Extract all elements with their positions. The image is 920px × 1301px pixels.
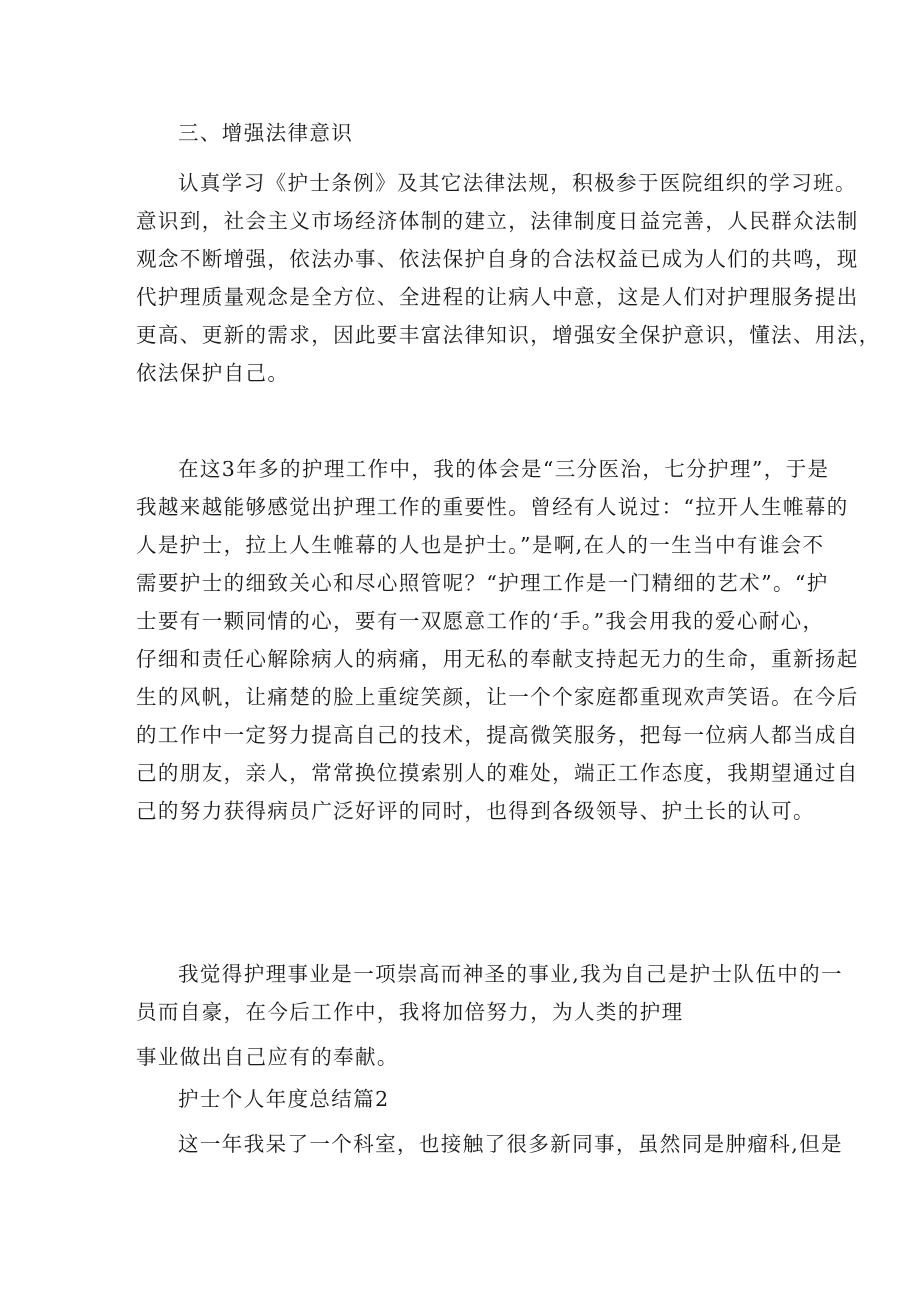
paragraph-line: 人是护士，拉上人生帷幕的人也是护士。”是啊,在人的一生当中有谁会不 [136,533,825,557]
paragraph-line: 我越来越能够感觉出护理工作的重要性。曾经有人说过：“拉开人生帷幕的 [136,495,849,519]
paragraph-line: 生的风帆，让痛楚的脸上重绽笑颜，让一个个家庭都重现欢声笑语。在今后 [136,685,859,709]
paragraph-line: 己的努力获得病员广泛好评的同时，也得到各级领导、护土长的认可。 [136,799,815,823]
paragraph-line: 我觉得护理事业是一项崇高而神圣的事业,我为自己是护士队伍中的一 [178,962,843,986]
heading-text: 护士个人年度总结篇2 [178,1087,390,1111]
paragraph-line: 的工作中一定努力提高自己的技术，提高微笑服务，把每一位病人都当成自 [136,723,859,747]
paragraph-line: 员而自豪，在今后工作中，我将加倍努力，为人类的护理 [136,1000,684,1024]
paragraph-line: 认真学习《护士条例》及其它法律法规，积极参于医院组织的学习班。 [178,171,857,195]
paragraph-line: 这一年我呆了一个科室，也接触了很多新同事，虽然同是肿瘤科,但是 [178,1132,843,1156]
paragraph-line: 士要有一颗同情的心，要有一双愿意工作的‘手。”我会用我的爱心耐心， [136,609,825,633]
paragraph-line: 事业做出自己应有的奉献。 [136,1045,399,1069]
paragraph-line: 观念不断增强，依法办事、依法保护自身的合法权益已成为人们的共鸣，现 [136,247,859,271]
paragraph-line: 需要护士的细致关心和尽心照管呢？“护理工作是一门精细的艺术”。“护 [136,571,829,595]
paragraph-line: 更高、更新的需求，因此要丰富法律知识，增强安全保护意识，懂法、用法， [136,323,881,347]
paragraph-line: 仔细和责任心解除病人的病痛，用无私的奉献支持起无力的生命，重新扬起 [136,647,859,671]
section-heading-3 [136,114,796,152]
heading-text: 三、增强法律意识 [178,121,354,145]
paragraph-nursing-career [136,955,843,1076]
paragraph-line: 己的朋友，亲人，常常换位摸索别人的难处，端正工作态度，我期望通过自 [136,761,859,785]
paragraph-nursing-experience [136,450,859,830]
paragraph-new-department [136,1125,843,1163]
paragraph-line: 意识到，社会主义市场经济体制的建立，法律制度日益完善，人民群众法制 [136,209,859,233]
article-heading-2 [136,1080,796,1118]
paragraph-legal-awareness [136,164,881,392]
paragraph-line: 依法保护自己。 [136,361,290,385]
paragraph-line: 在这3年多的护理工作中，我的体会是“三分医治，七分护理”，于是 [178,457,830,481]
paragraph-line: 代护理质量观念是全方位、全进程的让病人中意，这是人们对护理服务提出 [136,285,859,309]
